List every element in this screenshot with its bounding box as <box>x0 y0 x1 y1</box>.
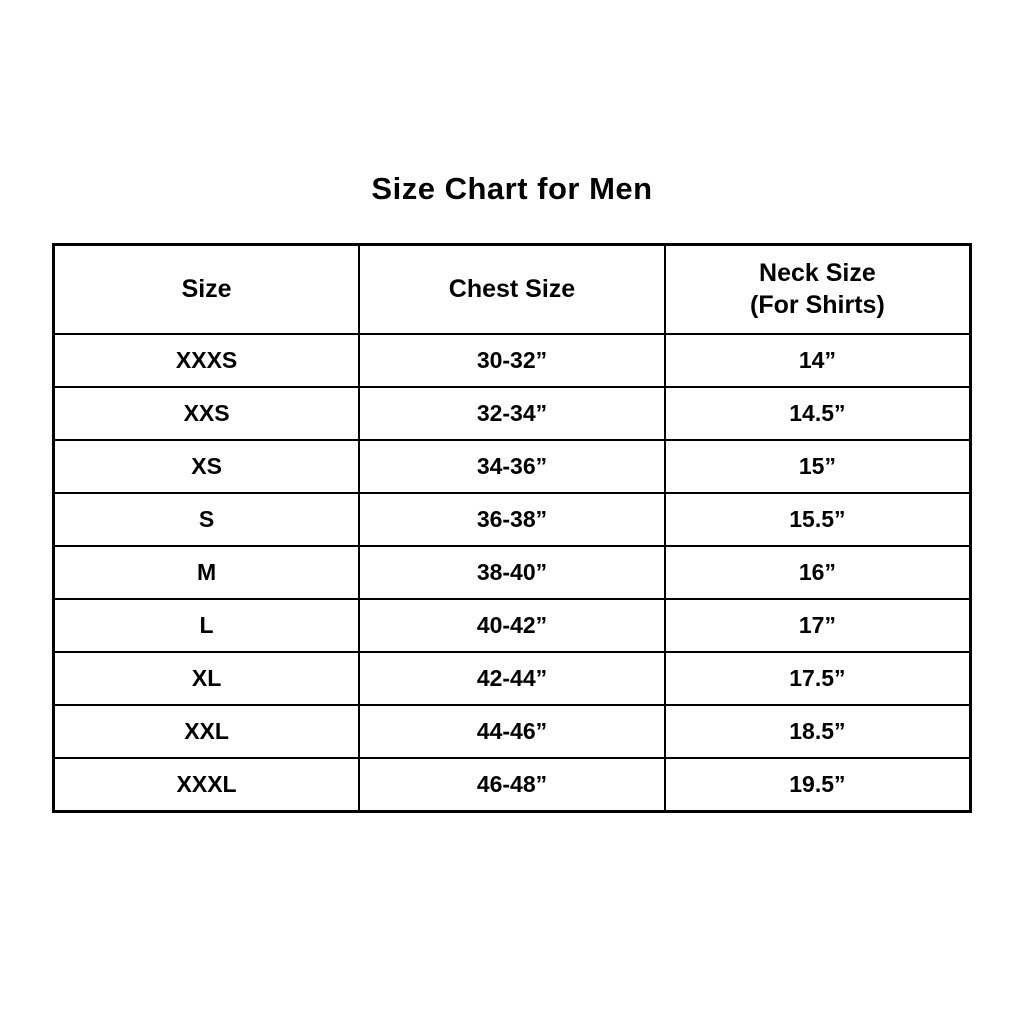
table-row <box>54 546 971 599</box>
table-cell: 15.5” <box>665 493 971 546</box>
column-header-line: Neck Size <box>759 259 876 288</box>
header-row <box>54 245 971 335</box>
table-cell: 36-38” <box>359 493 665 546</box>
table-header <box>54 245 971 335</box>
table-cell: S <box>54 493 360 546</box>
page-title: Size Chart for Men <box>371 171 653 206</box>
table-cell: 16” <box>665 546 971 599</box>
table-row <box>54 387 971 440</box>
table-cell: 38-40” <box>359 546 665 599</box>
table-cell: 40-42” <box>359 599 665 652</box>
table-cell: 18.5” <box>665 705 971 758</box>
column-header-line: (For Shirts) <box>750 290 885 319</box>
table-cell: 14.5” <box>665 387 971 440</box>
table-cell: XXXS <box>54 334 360 387</box>
table-cell: 46-48” <box>359 758 665 812</box>
table-row <box>54 652 971 705</box>
column-header-line: Size <box>181 274 232 303</box>
table-cell: XL <box>54 652 360 705</box>
table-cell: 19.5” <box>665 758 971 812</box>
table-row <box>54 334 971 387</box>
table-cell: 30-32” <box>359 334 665 387</box>
table-cell: M <box>54 546 360 599</box>
table-cell: 32-34” <box>359 387 665 440</box>
table-cell: 42-44” <box>359 652 665 705</box>
table-row <box>54 440 971 493</box>
table-cell: 17” <box>665 599 971 652</box>
column-header-line: Chest Size <box>448 274 576 303</box>
column-header <box>359 245 665 335</box>
column-header <box>54 245 360 335</box>
table-row <box>54 599 971 652</box>
table-cell: XXXL <box>54 758 360 812</box>
column-header <box>665 245 971 335</box>
table-cell: 17.5” <box>665 652 971 705</box>
table-cell: 34-36” <box>359 440 665 493</box>
table-cell: XXL <box>54 705 360 758</box>
table-cell: L <box>54 599 360 652</box>
table-cell: 15” <box>665 440 971 493</box>
table-cell: 14” <box>665 334 971 387</box>
table-row <box>54 758 971 812</box>
table-row <box>54 705 971 758</box>
table-cell: XXS <box>54 387 360 440</box>
table-body <box>54 334 971 812</box>
table-cell: 44-46” <box>359 705 665 758</box>
size-table <box>52 243 972 813</box>
table-cell: XS <box>54 440 360 493</box>
table-row <box>54 493 971 546</box>
